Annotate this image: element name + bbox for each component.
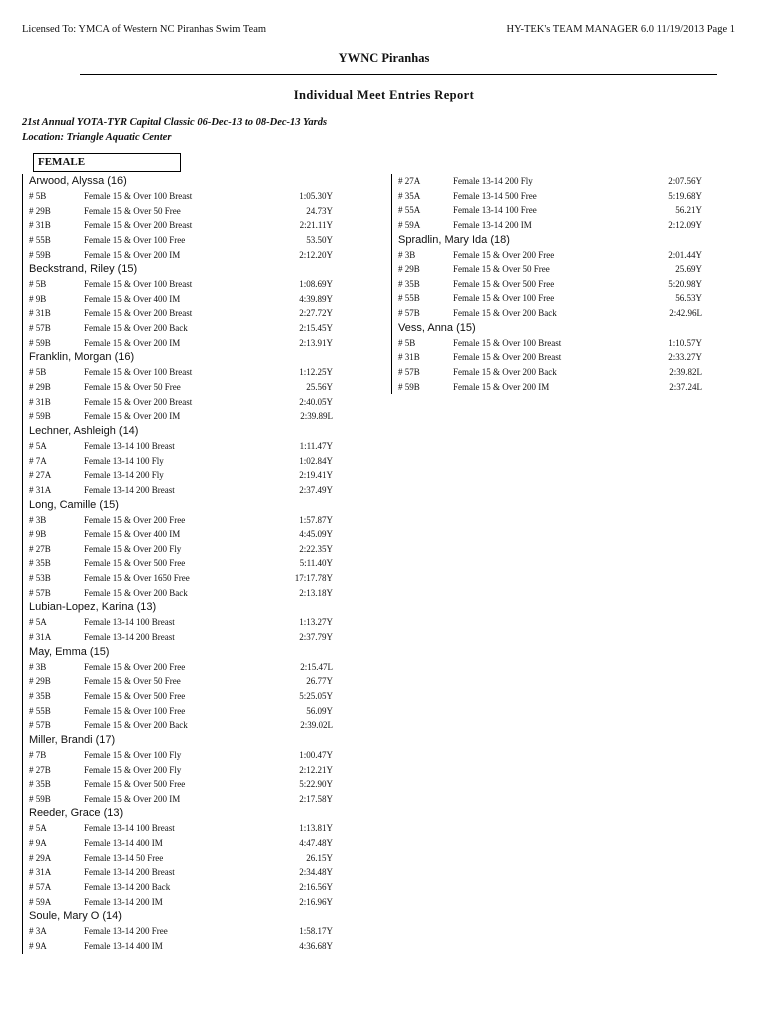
entry-row xyxy=(23,792,341,807)
event-description: Female 15 & Over 200 IM xyxy=(453,381,550,392)
event-description: Female 13-14 200 Back xyxy=(84,881,171,892)
event-description: Female 15 & Over 50 Free xyxy=(84,205,181,216)
event-description: Female 15 & Over 200 Free xyxy=(453,249,555,260)
event-description: Female 15 & Over 200 Free xyxy=(84,514,186,525)
seed-time: 2:16.56Y xyxy=(299,881,333,892)
event-number: # 31B xyxy=(29,220,51,231)
seed-time: 2:40.05Y xyxy=(299,396,333,407)
seed-time: 2:16.96Y xyxy=(299,896,333,907)
entry-row xyxy=(23,556,341,571)
entry-row xyxy=(23,542,341,557)
event-number: # 31B xyxy=(398,352,420,363)
event-description: Female 13-14 50 Free xyxy=(84,852,164,863)
event-number: # 53B xyxy=(29,573,51,584)
event-description: Female 15 & Over 200 Breast xyxy=(84,308,193,319)
seed-time: 1:10.57Y xyxy=(668,337,702,348)
software-info: HY-TEK's TEAM MANAGER 6.0 11/19/2013 Page 1 xyxy=(506,24,735,35)
swimmer-name: Vess, Anna (15) xyxy=(398,321,476,334)
event-number: # 31A xyxy=(29,632,52,643)
entry-row xyxy=(23,615,341,630)
swimmer-name: Long, Camille (15) xyxy=(29,498,119,511)
report-title: Individual Meet Entries Report xyxy=(293,88,475,102)
entry-row xyxy=(392,365,710,380)
event-number: # 9A xyxy=(29,838,47,849)
event-number: # 7B xyxy=(29,749,47,760)
entries-column-right xyxy=(391,174,710,394)
event-description: Female 15 & Over 200 Back xyxy=(84,323,188,334)
entry-row xyxy=(23,409,341,424)
event-description: Female 15 & Over 100 Breast xyxy=(84,279,193,290)
entry-row xyxy=(23,895,341,910)
event-number: # 57B xyxy=(29,587,51,598)
seed-time: 53.50Y xyxy=(306,234,333,245)
entry-row xyxy=(392,262,710,277)
event-description: Female 13-14 100 Free xyxy=(453,205,537,216)
event-number: # 29B xyxy=(29,382,51,393)
swimmer-name: Arwood, Alyssa (16) xyxy=(29,175,127,187)
event-description: Female 15 & Over 200 Back xyxy=(84,720,188,731)
event-number: # 5B xyxy=(398,337,416,348)
seed-time: 4:39.89Y xyxy=(299,293,333,304)
seed-time: 2:17.58Y xyxy=(299,793,333,804)
seed-time: 2:39.82L xyxy=(669,367,702,378)
seed-time: 2:42.96L xyxy=(669,308,702,319)
event-number: # 31B xyxy=(29,308,51,319)
swimmer-name: Reeder, Grace (13) xyxy=(29,807,124,820)
event-description: Female 15 & Over 200 IM xyxy=(84,337,181,348)
event-number: # 3B xyxy=(29,514,47,525)
event-description: Female 13-14 100 Breast xyxy=(84,617,175,628)
swimmer-name: May, Emma (15) xyxy=(29,645,110,658)
event-description: Female 13-14 100 Breast xyxy=(84,823,175,834)
entry-row xyxy=(23,306,341,321)
event-number: # 5A xyxy=(29,617,47,628)
event-number: # 31A xyxy=(29,484,52,495)
event-number: # 9B xyxy=(29,293,47,304)
seed-time: 4:45.09Y xyxy=(299,529,333,540)
event-description: Female 15 & Over 100 Free xyxy=(84,234,186,245)
entry-row xyxy=(392,277,710,292)
entry-row xyxy=(392,174,710,189)
entry-row xyxy=(23,836,341,851)
seed-time: 26.15Y xyxy=(306,852,333,863)
entry-row xyxy=(23,218,341,233)
seed-time: 4:36.68Y xyxy=(299,940,333,951)
seed-time: 1:12.25Y xyxy=(299,367,333,378)
event-number: # 59B xyxy=(29,793,51,804)
entry-row xyxy=(23,630,341,645)
entry-row xyxy=(23,821,341,836)
seed-time: 1:57.87Y xyxy=(299,514,333,525)
event-number: # 55B xyxy=(29,705,51,716)
event-number: # 55A xyxy=(398,205,421,216)
event-description: Female 13-14 200 Fly xyxy=(453,176,533,186)
entry-row xyxy=(23,292,341,307)
event-number: # 5B xyxy=(29,367,47,378)
seed-time: 56.21Y xyxy=(675,205,702,216)
event-description: Female 15 & Over 200 Fly xyxy=(84,543,182,554)
entry-row xyxy=(23,395,341,410)
event-description: Female 13-14 200 Breast xyxy=(84,484,175,495)
seed-time: 1:05.30Y xyxy=(299,191,333,201)
event-description: Female 15 & Over 100 Free xyxy=(84,705,186,716)
event-number: # 57B xyxy=(29,323,51,334)
entry-row xyxy=(23,674,341,689)
seed-time: 2:21.11Y xyxy=(299,220,333,231)
seed-time: 24.73Y xyxy=(306,205,333,216)
event-description: Female 15 & Over 200 IM xyxy=(84,793,181,804)
license-text: Licensed To: YMCA of Western NC Piranhas Swim Team xyxy=(22,24,267,35)
event-description: Female 15 & Over 400 IM xyxy=(84,293,181,304)
event-description: Female 13-14 100 Fly xyxy=(84,455,164,466)
entry-row xyxy=(23,748,341,763)
event-number: # 5A xyxy=(29,440,47,451)
event-number: # 35B xyxy=(29,779,51,790)
event-description: Female 13-14 100 Breast xyxy=(84,440,175,451)
event-description: Female 15 & Over 200 IM xyxy=(84,411,181,422)
event-description: Female 15 & Over 50 Free xyxy=(453,264,550,275)
event-description: Female 13-14 200 IM xyxy=(84,896,163,907)
entry-row xyxy=(23,439,341,454)
event-description: Female 15 & Over 100 Free xyxy=(453,293,555,304)
seed-time: 2:37.79Y xyxy=(299,632,333,643)
event-number: # 5B xyxy=(29,279,47,290)
entry-row xyxy=(23,204,341,219)
event-description: Female 15 & Over 200 Free xyxy=(84,661,186,672)
seed-time: 2:13.18Y xyxy=(299,587,333,598)
event-number: # 29A xyxy=(29,852,52,863)
event-description: Female 15 & Over 200 Breast xyxy=(84,396,193,407)
event-number: # 3A xyxy=(29,926,47,937)
meet-location: Location: Triangle Aquatic Center xyxy=(22,131,172,143)
event-number: # 27B xyxy=(29,764,51,775)
meet-info xyxy=(22,116,327,145)
entry-row xyxy=(23,336,341,351)
event-description: Female 13-14 200 Fly xyxy=(84,470,164,481)
seed-time: 26.77Y xyxy=(306,676,333,687)
seed-time: 1:08.69Y xyxy=(299,279,333,290)
swimmer-name: Franklin, Morgan (16) xyxy=(29,351,135,364)
entry-row xyxy=(23,851,341,866)
event-description: Female 15 & Over 400 IM xyxy=(84,529,181,540)
entry-row xyxy=(23,777,341,792)
entry-row xyxy=(23,321,341,336)
entry-row xyxy=(392,336,710,351)
event-number: # 57A xyxy=(29,881,52,892)
entry-row xyxy=(23,527,341,542)
event-number: # 59B xyxy=(29,337,51,348)
seed-time: 2:12.20Y xyxy=(299,249,333,260)
entry-row xyxy=(23,248,341,263)
seed-time: 5:22.90Y xyxy=(299,779,333,790)
seed-time: 2:15.45Y xyxy=(299,323,333,334)
event-number: # 5A xyxy=(29,823,47,834)
gender-heading: FEMALE xyxy=(33,153,181,172)
seed-time: 2:37.49Y xyxy=(299,484,333,495)
entry-row xyxy=(23,233,341,248)
event-number: # 57B xyxy=(398,367,420,378)
seed-time: 1:11.47Y xyxy=(299,440,333,451)
entry-row xyxy=(392,189,710,204)
seed-time: 2:12.09Y xyxy=(668,219,702,230)
event-number: # 29B xyxy=(29,676,51,687)
event-number: # 29B xyxy=(29,205,51,216)
entry-row xyxy=(23,277,341,292)
seed-time: 2:34.48Y xyxy=(299,867,333,878)
event-number: # 35B xyxy=(398,278,420,289)
entry-row xyxy=(23,586,341,601)
entry-row xyxy=(23,365,341,380)
entry-row xyxy=(23,718,341,733)
entry-row xyxy=(392,248,710,263)
seed-time: 2:33.27Y xyxy=(668,352,702,363)
event-number: # 59B xyxy=(29,411,51,422)
event-description: Female 15 & Over 500 Free xyxy=(453,278,555,289)
event-description: Female 15 & Over 200 Fly xyxy=(84,764,182,775)
event-number: # 29B xyxy=(398,264,420,275)
seed-time: 5:25.05Y xyxy=(299,690,333,701)
event-description: Female 13-14 200 Free xyxy=(84,926,168,937)
entry-row xyxy=(23,704,341,719)
event-number: # 27A xyxy=(29,470,52,481)
meet-name: 21st Annual YOTA-TYR Capital Classic 06-Dec-13 to 08-Dec-13 Yards xyxy=(22,117,328,128)
event-description: Female 15 & Over 500 Free xyxy=(84,690,186,701)
entry-row xyxy=(392,291,710,306)
event-description: Female 15 & Over 200 Breast xyxy=(453,352,562,363)
entry-row xyxy=(23,924,341,939)
event-description: Female 15 & Over 200 Back xyxy=(453,308,557,319)
seed-time: 56.53Y xyxy=(675,293,702,304)
event-description: Female 15 & Over 500 Free xyxy=(84,558,186,569)
swimmer-name: Soule, Mary O (14) xyxy=(29,910,122,923)
event-number: # 3B xyxy=(29,661,47,672)
event-number: # 55B xyxy=(29,234,51,245)
swimmer-name: Miller, Brandi (17) xyxy=(29,733,116,746)
event-description: Female 15 & Over 50 Free xyxy=(84,382,181,393)
entries-column-left xyxy=(22,174,341,954)
entry-row xyxy=(23,865,341,880)
seed-time: 17:17.78Y xyxy=(294,573,333,584)
team-name: YWNC Piranhas xyxy=(338,51,430,65)
swimmer-name: Spradlin, Mary Ida (18) xyxy=(398,233,510,246)
event-number: # 57B xyxy=(398,308,420,319)
seed-time: 2:39.89L xyxy=(300,411,333,422)
event-description: Female 15 & Over 100 Fly xyxy=(84,749,182,760)
seed-time: 1:00.47Y xyxy=(299,749,333,760)
entry-row xyxy=(23,468,341,483)
swimmer-name: Lechner, Ashleigh (14) xyxy=(29,424,139,437)
event-description: Female 13-14 400 IM xyxy=(84,838,163,849)
seed-time: 1:13.81Y xyxy=(299,823,333,834)
seed-time: 5:11.40Y xyxy=(299,558,333,569)
event-description: Female 15 & Over 200 IM xyxy=(84,249,181,260)
event-description: Female 15 & Over 1650 Free xyxy=(84,573,190,584)
event-description: Female 15 & Over 50 Free xyxy=(84,676,181,687)
entry-row xyxy=(23,763,341,778)
event-number: # 27A xyxy=(398,176,421,186)
event-description: Female 15 & Over 500 Free xyxy=(84,779,186,790)
seed-time: 25.56Y xyxy=(306,382,333,393)
event-number: # 35B xyxy=(29,558,51,569)
event-number: # 3B xyxy=(398,249,416,260)
event-number: # 35A xyxy=(398,190,421,201)
entry-row xyxy=(23,571,341,586)
event-number: # 35B xyxy=(29,690,51,701)
event-number: # 31A xyxy=(29,867,52,878)
seed-time: 5:20.98Y xyxy=(668,278,702,289)
event-number: # 59A xyxy=(29,896,52,907)
entry-row xyxy=(392,203,710,218)
entry-row xyxy=(23,689,341,704)
event-description: Female 15 & Over 100 Breast xyxy=(84,367,193,378)
entry-row xyxy=(23,513,341,528)
event-description: Female 15 & Over 100 Breast xyxy=(453,337,562,348)
entry-row xyxy=(392,218,710,233)
entry-row xyxy=(23,454,341,469)
entry-row xyxy=(392,306,710,321)
seed-time: 2:27.72Y xyxy=(299,308,333,319)
event-number: # 9A xyxy=(29,940,47,951)
seed-time: 1:58.17Y xyxy=(299,926,333,937)
seed-time: 4:47.48Y xyxy=(299,838,333,849)
event-number: # 59B xyxy=(29,249,51,260)
seed-time: 2:13.91Y xyxy=(299,337,333,348)
event-description: Female 15 & Over 200 Breast xyxy=(84,220,193,231)
event-number: # 59A xyxy=(398,219,421,230)
seed-time: 1:13.27Y xyxy=(299,617,333,628)
seed-time: 2:37.24L xyxy=(669,381,702,392)
event-description: Female 13-14 400 IM xyxy=(84,940,163,951)
seed-time: 2:19.41Y xyxy=(299,470,333,481)
entry-row xyxy=(392,350,710,365)
event-description: Female 13-14 200 Breast xyxy=(84,867,175,878)
event-description: Female 13-14 200 IM xyxy=(453,219,532,230)
seed-time: 2:22.35Y xyxy=(299,543,333,554)
entry-row xyxy=(23,189,341,204)
seed-time: 5:19.68Y xyxy=(668,190,702,201)
event-number: # 55B xyxy=(398,293,420,304)
seed-time: 56.09Y xyxy=(306,705,333,716)
entry-row xyxy=(23,880,341,895)
event-description: Female 15 & Over 100 Breast xyxy=(84,191,193,201)
seed-time: 2:01.44Y xyxy=(668,249,702,260)
event-number: # 27B xyxy=(29,543,51,554)
entry-row xyxy=(23,483,341,498)
event-description: Female 15 & Over 200 Back xyxy=(453,367,557,378)
seed-time: 25.69Y xyxy=(675,264,702,275)
event-number: # 9B xyxy=(29,529,47,540)
event-description: Female 13-14 200 Breast xyxy=(84,632,175,643)
seed-time: 2:39.02L xyxy=(300,720,333,731)
seed-time: 2:07.56Y xyxy=(668,176,702,186)
event-number: # 31B xyxy=(29,396,51,407)
entry-row xyxy=(23,380,341,395)
event-number: # 7A xyxy=(29,455,47,466)
entry-row xyxy=(392,380,710,395)
event-number: # 59B xyxy=(398,381,420,392)
seed-time: 1:02.84Y xyxy=(299,455,333,466)
header-rule xyxy=(80,74,717,75)
seed-time: 2:12.21Y xyxy=(299,764,333,775)
entry-row xyxy=(23,660,341,675)
event-number: # 5B xyxy=(29,191,47,201)
event-description: Female 13-14 500 Free xyxy=(453,190,537,201)
event-number: # 57B xyxy=(29,720,51,731)
event-description: Female 15 & Over 200 Back xyxy=(84,587,188,598)
seed-time: 2:15.47L xyxy=(300,661,333,672)
swimmer-name: Lubian-Lopez, Karina (13) xyxy=(29,601,157,614)
entry-row xyxy=(23,939,341,954)
swimmer-name: Beckstrand, Riley (15) xyxy=(29,263,138,276)
